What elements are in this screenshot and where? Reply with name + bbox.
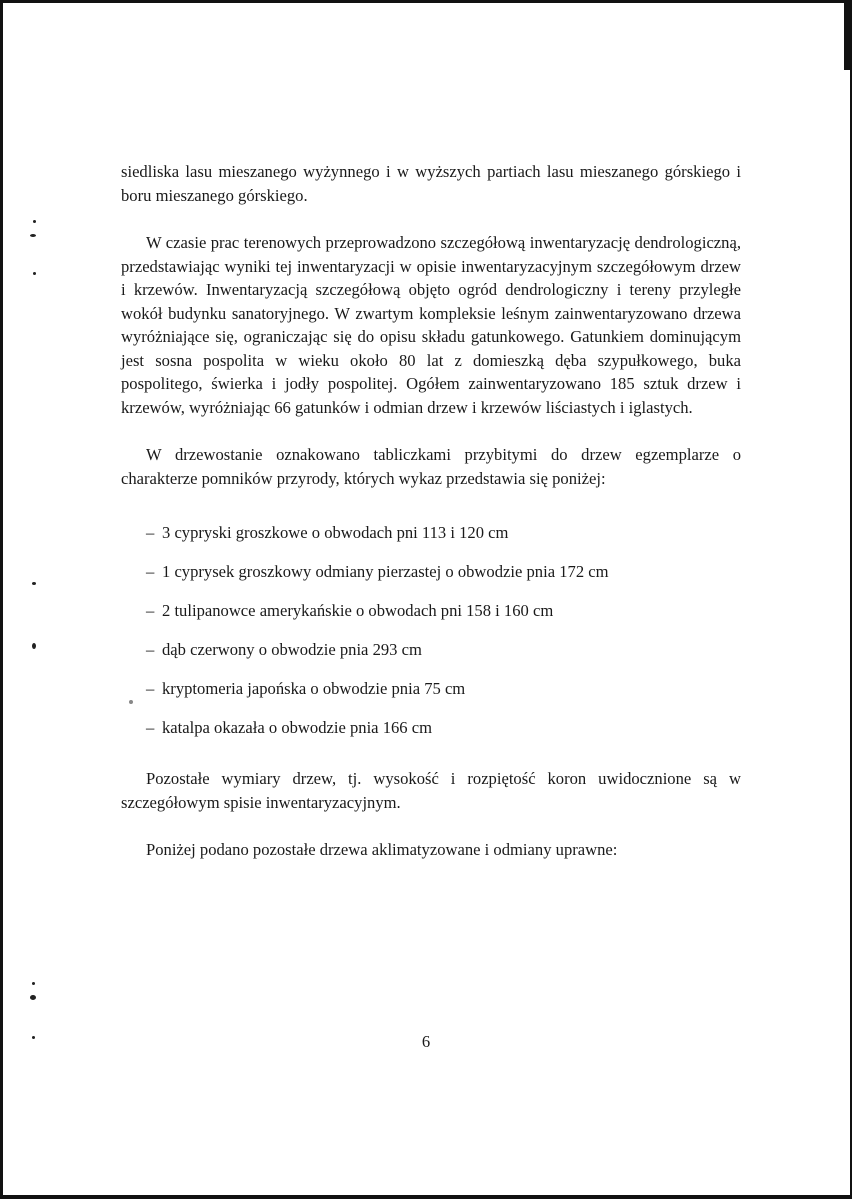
list-item-text: 3 cypryski groszkowe o obwodach pni 113 i 120 cm <box>162 523 509 542</box>
list-dash: – <box>146 562 155 581</box>
scan-speck <box>30 234 36 237</box>
list-dash: – <box>146 601 155 620</box>
list-dash: – <box>146 679 155 698</box>
list-item-text: kryptomeria japońska o obwodzie pnia 75 cm <box>162 679 466 698</box>
list-item-text: katalpa okazała o obwodzie pnia 166 cm <box>162 718 433 737</box>
list-item <box>146 591 741 630</box>
monument-trees-list <box>146 513 741 747</box>
scan-speck <box>30 995 36 1000</box>
list-dash: – <box>146 523 155 542</box>
list-item <box>146 630 741 669</box>
scan-speck <box>33 272 36 275</box>
list-item-text: 2 tulipanowce amerykańskie o obwodach pni 158 i 160 cm <box>162 601 554 620</box>
document-body <box>121 160 741 862</box>
paragraph-inventory: W czasie prac terenowych przeprowadzono szczegółową inwentaryzację dendrologiczną, przedstawiając wyniki tej inwentaryzacji w opisie inwentaryzacyjnym szczegółowym drzew i krzewów. Inwentaryzacją szczegółową objęto ogród dendrologiczny i tereny przyległe wokół budynku sanatoryjnego. W zwartym kompleksie leśnym zainwentaryzowano drzewa wyróżniające się, ograniczając się do opisu składu gatunkowego. Gatunkiem dominującym jest sosna pospolita w wieku około 80 lat z domieszką dęba szypułkowego, buka pospolitego, świerka i jodły pospolitej. Ogółem zainwentaryzowano 185 sztuk drzew i krzewów, wyróżniając 66 gatunków i odmian drzew i krzewów liściastych i iglastych. <box>121 233 741 417</box>
scan-speck <box>32 982 35 985</box>
list-dash: – <box>146 640 155 659</box>
list-item-text: dąb czerwony o obwodzie pnia 293 cm <box>162 640 422 659</box>
scan-speck <box>32 643 36 649</box>
paragraph-intro: siedliska lasu mieszanego wyżynnego i w wyższych partiach lasu mieszanego górskiego i boru mieszanego górskiego. <box>121 162 741 205</box>
list-item <box>146 513 741 552</box>
list-item <box>146 552 741 591</box>
paragraph-acclimatized-intro: Poniżej podano pozostałe drzewa aklimatyzowane i odmiany uprawne: <box>146 840 618 859</box>
list-item <box>146 708 741 747</box>
list-dash: – <box>146 718 155 737</box>
paragraph-monuments-intro: W drzewostanie oznakowano tabliczkami przybitymi do drzew egzemplarze o charakterze pomników przyrody, których wykaz przedstawia się poniżej: <box>121 445 741 488</box>
page-number: 6 <box>421 1032 431 1051</box>
scan-speck <box>33 220 36 223</box>
scan-corner-mark <box>844 0 852 70</box>
list-item-text: 1 cyprysek groszkowy odmiany pierzastej o obwodzie pnia 172 cm <box>162 562 609 581</box>
paragraph-dimensions: Pozostałe wymiary drzew, tj. wysokość i rozpiętość koron uwidocznione są w szczegółowym spisie inwentaryzacyjnym. <box>121 769 741 812</box>
list-item <box>146 669 741 708</box>
scan-speck <box>32 582 36 585</box>
